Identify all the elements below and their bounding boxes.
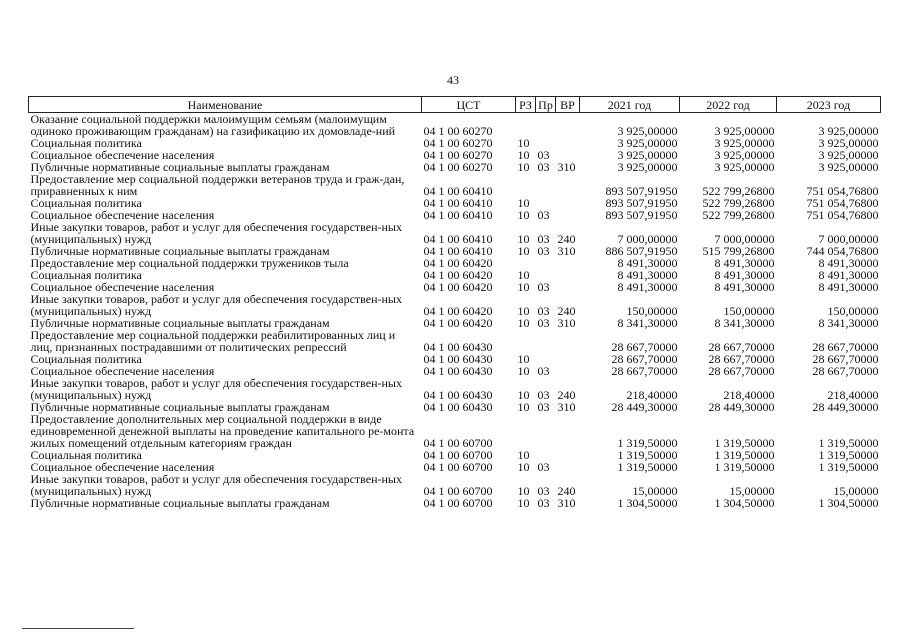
- row-rz-cell: 10: [517, 208, 530, 222]
- row-cst-cell: 04 1 00 60420: [423, 268, 493, 282]
- table-row: [29, 329, 881, 353]
- row-2023-cell: 15,00000: [833, 484, 879, 498]
- row-2021-cell: 1 319,50000: [617, 448, 678, 462]
- row-2023-cell: 8 491,30000: [818, 256, 879, 270]
- row-name-cell: Социальное обеспечение населения: [30, 460, 215, 474]
- row-2021-cell: 1 319,50000: [617, 436, 678, 450]
- row-2022-cell: 8 491,30000: [714, 268, 775, 282]
- row-2022-cell: 28 667,70000: [708, 352, 775, 366]
- row-2022-cell: 1 304,50000: [714, 496, 775, 510]
- row-2023-cell: 3 925,00000: [818, 124, 879, 138]
- row-pr-cell: 03: [537, 208, 550, 222]
- row-2022-cell: 3 925,00000: [714, 124, 775, 138]
- row-name-cell: Социальное обеспечение населения: [30, 364, 215, 378]
- table-header-row: [29, 97, 881, 113]
- row-2021-cell: 3 925,00000: [617, 148, 678, 162]
- row-pr-cell: 03: [537, 244, 550, 258]
- row-2021-cell: 893 507,91950: [605, 196, 678, 210]
- row-vr-cell: [556, 461, 580, 473]
- table-row: [29, 173, 881, 197]
- row-vr-cell: [556, 413, 580, 449]
- row-pr-cell: 03: [537, 148, 550, 162]
- row-name-cell: Публичные нормативные социальные выплаты гражданам: [30, 496, 330, 510]
- row-cst-cell: 04 1 00 60700: [423, 496, 493, 510]
- table-row: [29, 221, 881, 245]
- row-pr-cell: 03: [537, 160, 550, 174]
- row-2021-cell: 7 000,00000: [617, 232, 678, 246]
- table-row: [29, 413, 881, 449]
- row-rz-cell: [516, 329, 536, 353]
- row-rz-cell: 10: [517, 388, 530, 402]
- table-row: [29, 377, 881, 401]
- row-2023-cell: 8 491,30000: [818, 268, 879, 282]
- row-2021-cell: 8 341,30000: [617, 316, 678, 330]
- row-cst-cell: 04 1 00 60430: [423, 388, 493, 402]
- header-vr: ВР: [556, 97, 580, 113]
- row-rz-cell: 10: [517, 148, 530, 162]
- footnote-rule: [22, 628, 134, 629]
- row-2022-cell: 28 449,30000: [708, 400, 775, 414]
- row-vr-cell: [556, 353, 580, 365]
- row-2022-cell: 522 799,26800: [702, 196, 775, 210]
- row-pr-cell: [536, 413, 556, 449]
- row-rz-cell: 10: [517, 352, 530, 366]
- row-2021-cell: 893 507,91950: [605, 184, 678, 198]
- header-rz: РЗ: [516, 97, 536, 113]
- row-2023-cell: 28 449,30000: [812, 400, 879, 414]
- row-pr-cell: [536, 113, 556, 138]
- row-vr-cell: 310: [557, 244, 576, 258]
- row-vr-cell: [556, 329, 580, 353]
- row-rz-cell: 10: [517, 448, 530, 462]
- row-name-cell: Иные закупки товаров, работ и услуг для обеспечения государствен-ных (муниципальных) нужд: [30, 292, 402, 318]
- row-name-cell: Иные закупки товаров, работ и услуг для обеспечения государствен-ных (муниципальных) нужд: [30, 472, 402, 498]
- row-cst-cell: 04 1 00 60430: [423, 340, 493, 354]
- row-pr-cell: 03: [537, 280, 550, 294]
- row-name-cell: Социальная политика: [30, 268, 142, 282]
- row-vr-cell: 310: [557, 316, 576, 330]
- row-vr-cell: 240: [557, 484, 576, 498]
- row-pr-cell: 03: [537, 304, 550, 318]
- table-body: [29, 113, 881, 510]
- header-pr: Пр: [536, 97, 556, 113]
- row-name-cell: Иные закупки товаров, работ и услуг для обеспечения государствен-ных (муниципальных) нужд: [30, 220, 402, 246]
- row-pr-cell: [536, 173, 556, 197]
- row-2023-cell: 751 054,76800: [806, 208, 879, 222]
- row-2023-cell: 28 667,70000: [812, 364, 879, 378]
- row-2023-cell: 218,40000: [827, 388, 879, 402]
- row-2021-cell: 28 449,30000: [611, 400, 678, 414]
- row-name-cell: Социальное обеспечение населения: [30, 208, 215, 222]
- row-cst-cell: 04 1 00 60430: [423, 352, 493, 366]
- row-cst-cell: 04 1 00 60410: [423, 184, 493, 198]
- row-rz-cell: 10: [517, 232, 530, 246]
- row-2022-cell: 3 925,00000: [714, 160, 775, 174]
- row-pr-cell: 03: [537, 316, 550, 330]
- row-pr-cell: 03: [537, 388, 550, 402]
- row-rz-cell: 10: [517, 304, 530, 318]
- row-rz-cell: 10: [517, 268, 530, 282]
- row-cst-cell: 04 1 00 60420: [423, 256, 493, 270]
- row-name-cell: Публичные нормативные социальные выплаты гражданам: [30, 316, 330, 330]
- row-name-cell: Предоставление мер социальной поддержки тружеников тыла: [30, 256, 349, 270]
- row-2021-cell: 28 667,70000: [611, 364, 678, 378]
- row-2023-cell: 744 054,76800: [806, 244, 879, 258]
- row-rz-cell: 10: [517, 160, 530, 174]
- row-name-cell: Оказание социальной поддержки малоимущим семьям (малоимущим одиноко проживающим гражданам) на газификацию их домовладе-ний: [30, 112, 396, 138]
- row-name-cell: Социальная политика: [30, 196, 142, 210]
- row-cst-cell: 04 1 00 60270: [423, 124, 493, 138]
- row-vr-cell: [556, 137, 580, 149]
- row-2022-cell: 150,00000: [723, 304, 775, 318]
- row-cst-cell: 04 1 00 60270: [423, 148, 493, 162]
- row-name-cell: Социальное обеспечение населения: [30, 280, 215, 294]
- header-2021: 2021 год: [580, 97, 680, 113]
- row-2023-cell: 1 304,50000: [818, 496, 879, 510]
- row-2023-cell: 3 925,00000: [818, 160, 879, 174]
- row-rz-cell: 10: [517, 496, 530, 510]
- row-name-cell: Социальная политика: [30, 136, 142, 150]
- row-2023-cell: 8 491,30000: [818, 280, 879, 294]
- row-2023-cell: 1 319,50000: [818, 460, 879, 474]
- row-vr-cell: 310: [557, 496, 576, 510]
- row-2023-cell: 1 319,50000: [818, 436, 879, 450]
- row-2021-cell: 150,00000: [626, 304, 678, 318]
- row-rz-cell: 10: [517, 400, 530, 414]
- row-2022-cell: 7 000,00000: [714, 232, 775, 246]
- row-cst-cell: 04 1 00 60410: [423, 244, 493, 258]
- row-cst-cell: 04 1 00 60410: [423, 232, 493, 246]
- row-vr-cell: [556, 257, 580, 269]
- row-cst-cell: 04 1 00 60420: [423, 304, 493, 318]
- row-2022-cell: 3 925,00000: [714, 136, 775, 150]
- row-vr-cell: 240: [557, 232, 576, 246]
- row-pr-cell: [536, 329, 556, 353]
- row-2023-cell: 1 319,50000: [818, 448, 879, 462]
- row-2021-cell: 1 304,50000: [617, 496, 678, 510]
- row-2023-cell: 28 667,70000: [812, 340, 879, 354]
- row-pr-cell: 03: [537, 232, 550, 246]
- row-cst-cell: 04 1 00 60270: [423, 160, 493, 174]
- row-pr-cell: 03: [537, 400, 550, 414]
- row-cst-cell: 04 1 00 60420: [423, 316, 493, 330]
- row-rz-cell: 10: [517, 460, 530, 474]
- row-2022-cell: 8 491,30000: [714, 280, 775, 294]
- row-2022-cell: 522 799,26800: [702, 184, 775, 198]
- row-cst-cell: 04 1 00 60410: [423, 208, 493, 222]
- table-row: [29, 497, 881, 509]
- row-name-cell: Социальная политика: [30, 352, 142, 366]
- row-2022-cell: 218,40000: [723, 388, 775, 402]
- row-2022-cell: 28 667,70000: [708, 364, 775, 378]
- row-name-cell: Предоставление дополнительных мер социальной поддержки в виде единовременной денежной выплаты на проведение капитального ре-монта жилых помещений отдельным категориям граждан: [30, 412, 415, 450]
- row-2022-cell: 1 319,50000: [714, 448, 775, 462]
- header-cst: ЦСТ: [422, 97, 516, 113]
- row-rz-cell: 10: [517, 316, 530, 330]
- table-row: [29, 293, 881, 317]
- row-2021-cell: 8 491,30000: [617, 280, 678, 294]
- table-row: [29, 113, 881, 138]
- row-2022-cell: 8 491,30000: [714, 256, 775, 270]
- row-2023-cell: 28 667,70000: [812, 352, 879, 366]
- row-cst-cell: 04 1 00 60430: [423, 364, 493, 378]
- row-cst-cell: 04 1 00 60700: [423, 436, 493, 450]
- row-2021-cell: 8 491,30000: [617, 268, 678, 282]
- row-2023-cell: 751 054,76800: [806, 184, 879, 198]
- row-rz-cell: 10: [517, 136, 530, 150]
- row-vr-cell: [556, 281, 580, 293]
- row-name-cell: Публичные нормативные социальные выплаты гражданам: [30, 244, 330, 258]
- row-2021-cell: 3 925,00000: [617, 124, 678, 138]
- row-2021-cell: 1 319,50000: [617, 460, 678, 474]
- row-name-cell: Иные закупки товаров, работ и услуг для обеспечения государствен-ных (муниципальных) нужд: [30, 376, 402, 402]
- row-2021-cell: 3 925,00000: [617, 136, 678, 150]
- row-vr-cell: [556, 173, 580, 197]
- row-2021-cell: 15,00000: [632, 484, 678, 498]
- row-pr-cell: [536, 257, 556, 269]
- row-vr-cell: 310: [557, 400, 576, 414]
- row-2023-cell: 3 925,00000: [818, 148, 879, 162]
- row-cst-cell: 04 1 00 60430: [423, 400, 493, 414]
- row-cst-cell: 04 1 00 60410: [423, 196, 493, 210]
- row-name-cell: Социальная политика: [30, 448, 142, 462]
- table-row: [29, 473, 881, 497]
- row-2023-cell: 7 000,00000: [818, 232, 879, 246]
- row-pr-cell: 03: [537, 484, 550, 498]
- row-vr-cell: [556, 113, 580, 138]
- row-2022-cell: 515 799,26800: [702, 244, 775, 258]
- row-vr-cell: [556, 449, 580, 461]
- row-cst-cell: 04 1 00 60700: [423, 484, 493, 498]
- row-pr-cell: 03: [537, 460, 550, 474]
- row-2023-cell: 3 925,00000: [818, 136, 879, 150]
- row-name-cell: Предоставление мер социальной поддержки реабилитированных лиц и лиц, признанных пострадавшими от политических репрессий: [30, 328, 396, 354]
- row-cst-cell: 04 1 00 60420: [423, 280, 493, 294]
- row-name-cell: Публичные нормативные социальные выплаты гражданам: [30, 400, 330, 414]
- row-2021-cell: 8 491,30000: [617, 256, 678, 270]
- row-2021-cell: 3 925,00000: [617, 160, 678, 174]
- row-2022-cell: 8 341,30000: [714, 316, 775, 330]
- row-vr-cell: [556, 197, 580, 209]
- row-2021-cell: 886 507,91950: [605, 244, 678, 258]
- row-rz-cell: 10: [517, 280, 530, 294]
- row-rz-cell: [516, 113, 536, 138]
- row-2021-cell: 893 507,91950: [605, 208, 678, 222]
- row-rz-cell: [516, 413, 536, 449]
- row-vr-cell: 240: [557, 388, 576, 402]
- header-2023: 2023 год: [777, 97, 881, 113]
- row-rz-cell: 10: [517, 196, 530, 210]
- row-2023-cell: 150,00000: [827, 304, 879, 318]
- row-name-cell: Публичные нормативные социальные выплаты гражданам: [30, 160, 330, 174]
- budget-table: [28, 96, 881, 509]
- row-cst-cell: 04 1 00 60270: [423, 136, 493, 150]
- row-2023-cell: 8 341,30000: [818, 316, 879, 330]
- page-number: 43: [447, 73, 459, 87]
- row-rz-cell: [516, 173, 536, 197]
- row-vr-cell: 240: [557, 304, 576, 318]
- header-name: Наименование: [29, 97, 422, 113]
- row-name-cell: Социальное обеспечение населения: [30, 148, 215, 162]
- row-2022-cell: 3 925,00000: [714, 148, 775, 162]
- row-pr-cell: 03: [537, 496, 550, 510]
- row-2022-cell: 1 319,50000: [714, 460, 775, 474]
- row-2021-cell: 218,40000: [626, 388, 678, 402]
- row-name-cell: Предоставление мер социальной поддержки ветеранов труда и граж-дан, приравненных к ним: [30, 172, 405, 198]
- row-vr-cell: [556, 269, 580, 281]
- row-2022-cell: 1 319,50000: [714, 436, 775, 450]
- row-vr-cell: 310: [557, 160, 576, 174]
- row-2021-cell: 28 667,70000: [611, 340, 678, 354]
- row-2023-cell: 751 054,76800: [806, 196, 879, 210]
- row-vr-cell: [556, 209, 580, 221]
- header-2022: 2022 год: [680, 97, 777, 113]
- row-vr-cell: [556, 365, 580, 377]
- row-2022-cell: 28 667,70000: [708, 340, 775, 354]
- row-rz-cell: 10: [517, 244, 530, 258]
- row-2022-cell: 522 799,26800: [702, 208, 775, 222]
- row-cst-cell: 04 1 00 60700: [423, 460, 493, 474]
- row-cst-cell: 04 1 00 60700: [423, 448, 493, 462]
- row-rz-cell: 10: [517, 484, 530, 498]
- row-2022-cell: 15,00000: [729, 484, 775, 498]
- row-2021-cell: 28 667,70000: [611, 352, 678, 366]
- row-rz-cell: 10: [517, 364, 530, 378]
- row-pr-cell: 03: [537, 364, 550, 378]
